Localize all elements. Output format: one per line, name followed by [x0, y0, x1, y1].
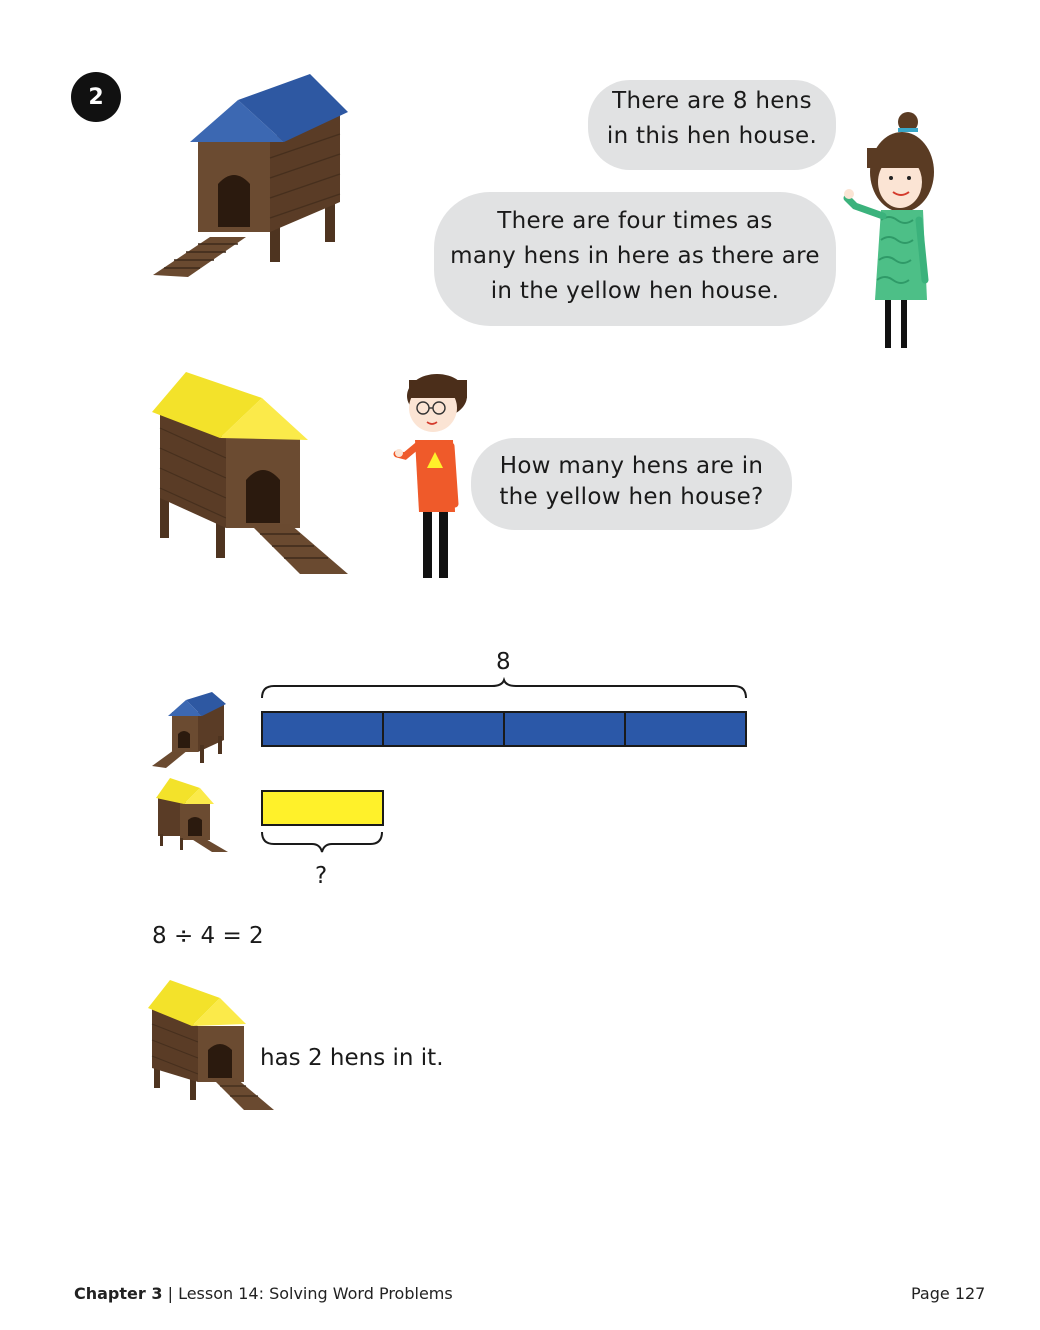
problem-number-badge — [71, 72, 121, 122]
teacher2-line-2: many hens in here as there are — [450, 243, 820, 269]
answer-yellow-hen-house-icon — [146, 978, 276, 1113]
equation: 8 ÷ 4 = 2 — [152, 923, 264, 949]
answer-text: has 2 hens in it. — [260, 1045, 444, 1071]
blue-bar — [261, 711, 747, 747]
student-line-2: the yellow hen house? — [499, 484, 764, 510]
teacher-speech-bubble-2 — [434, 192, 836, 326]
footer-chapter-info — [74, 1284, 453, 1303]
blue-bar-segment — [505, 713, 626, 745]
footer-separator: | — [167, 1284, 173, 1303]
teacher-line-2: in this hen house. — [606, 123, 818, 149]
teacher-line-1: There are 8 hens — [612, 88, 812, 114]
yellow-bar — [261, 790, 384, 826]
teacher-character — [845, 110, 940, 360]
student-character — [393, 374, 471, 590]
yellow-hen-house-icon — [150, 368, 350, 578]
bar-unknown-label: ? — [315, 863, 328, 889]
blue-bar-segment — [263, 713, 384, 745]
teacher-speech-bubble — [588, 80, 836, 170]
teacher2-line-1: There are four times as — [497, 208, 773, 234]
problem-number: 2 — [88, 84, 104, 110]
footer-chapter: Chapter 3 — [74, 1284, 163, 1303]
bar-unknown-brace — [260, 830, 386, 854]
teacher2-line-3: in the yellow hen house. — [490, 278, 780, 304]
small-yellow-hen-house-icon — [154, 774, 234, 854]
bar-total-brace — [260, 680, 750, 700]
bar-total-label: 8 — [496, 649, 511, 675]
blue-hen-house-icon — [150, 72, 350, 282]
footer-lesson: Lesson 14: Solving Word Problems — [178, 1284, 453, 1303]
student-line-1: How many hens are in — [499, 453, 764, 479]
blue-bar-segment — [384, 713, 505, 745]
student-speech-bubble — [471, 438, 792, 530]
blue-bar-segment — [626, 713, 745, 745]
small-blue-hen-house-icon — [150, 690, 230, 770]
footer-page-number: Page 127 — [911, 1284, 986, 1303]
